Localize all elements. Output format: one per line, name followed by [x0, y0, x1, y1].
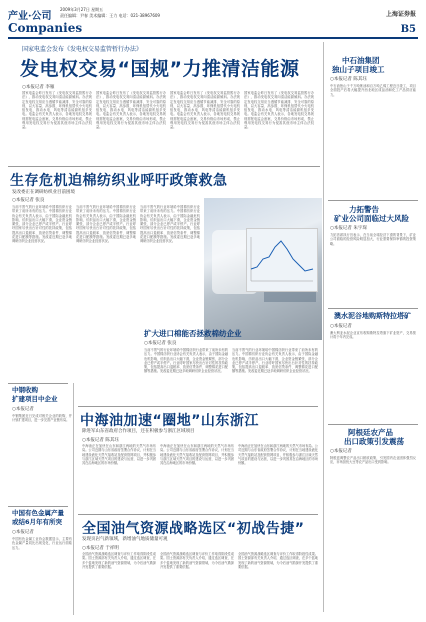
sidebar-item1-title2: 独山子项目竣工 [332, 65, 385, 74]
header-rule [8, 37, 418, 39]
paper-name: 上海证券报 [385, 11, 416, 18]
cnooc-headline: 中海油加速“圈地”山东浙江 [80, 413, 259, 429]
left-divider [73, 383, 74, 615]
companies-label: Companies [8, 21, 83, 35]
sidebar-item2-body: 力拓首席执行官表示，在当前全球经济下滑的背景下，矿业公司面临的经营风险明显加大，行业需要保持审慎的投资策略。 [330, 233, 416, 246]
national-top-rule [78, 514, 318, 515]
sidebar-item4-byline: ○本报记者 [330, 449, 352, 454]
sidebar-item4-title: 阿根廷农产品 [348, 428, 393, 437]
national-headline: 全国油气资源战略选区“初战告捷” [82, 521, 305, 537]
cotton-import-byline: ○本报记者 张良 [144, 341, 177, 346]
left-rule-1 [8, 383, 68, 384]
national-body-col2: 全国油气资源战略选区调查与评价工作取得阶段性成果。国土资源部有关负责人介绍，通过选区调查，在多个盆地发现了新的油气资源领域，为今后油气勘探开发提供了重要依据。 [160, 552, 234, 569]
left-rule-2 [8, 506, 68, 507]
cotton-price-chart [246, 228, 318, 292]
textile-byline: ○本报记者 张良 [12, 198, 45, 203]
national-byline: ○本报记者 于祥明 [82, 546, 119, 551]
sidebar-item3-title: 澳水泥谷地购斯特拉塔矿 [334, 312, 411, 320]
section-title: 产业·公司 [8, 11, 52, 22]
lead-subtitle: 国家电监会发布《发电权交易监管暂行办法》 [22, 46, 143, 53]
sidebar-item4-body: 阿根廷调整农产品出口税收政策，引发国内农业团体强烈反应，市场担忧大豆等农产品出口受到影响。 [330, 456, 416, 465]
sidebar-item3-body: 澳大利亚水泥企业宣布收购斯特拉塔旗下矿业资产，交易预计将于年内完成。 [330, 331, 416, 340]
textile-body-col2: 当前不景气的行业环境给中国棉纺织行业带来了前所未有的压力。中国棉纺织行业协会有关负责人表示，由于国际金融危机影响，纺织品出口大幅下滑，企业资金链紧张，部分企业已停产或半停产。行业呼吁国家尽快出台针对性的扶持政策，包括提高出口退税率、放宽信贷条件、调整棉花进口配额等措施。发改委近期已赴多地调研纺织企业经营状况。 [76, 205, 136, 244]
sidebar-rule-2 [328, 308, 418, 309]
sidebar-rule-3 [328, 424, 418, 425]
cotton-import-body1: 当前不景气的行业环境给中国棉纺织行业带来了前所未有的压力。中国棉纺织行业协会有关负责人表示，由于国际金融危机影响，纺织品出口大幅下滑，企业资金链紧张，部分企业已停产或半停产。行业呼吁国家尽快出台针对性的扶持政策，包括提高出口退税率、放宽信贷条件、调整棉花进口配额等措施。发改委近期已赴多地调研纺织企业经营状况。 [144, 348, 228, 374]
left-item1-body: 中钢集团近日完成对相关企业的收购，并计划扩建项目，进一步完善产业链布局。 [12, 414, 72, 423]
left-item2-title: 中国有色金属产量 [12, 509, 64, 517]
chart-line [251, 241, 313, 271]
cnooc-body-col2: 中海油正在加快在山东和浙江两地的天然气市场布局。公司近期与山东省政府签署合作协议，计划在当地建设液化天然气接收站及配套管网项目，并积极参与浙江区域天然气项目的建设与运营，以进一步巩固其在沿海地区的市场份额。 [160, 444, 234, 466]
date-line: 2009年3月27日 星期五 [60, 7, 104, 12]
sidebar-item1-byline: ○本报记者 陈其珏 [330, 77, 367, 82]
sidebar-item1-title: 中石油集团 [342, 56, 380, 65]
sidebar-item2-title2: 矿业公司面临过大风险 [334, 214, 409, 223]
cnooc-body-col1: 中海油正在加快在山东和浙江两地的天然气市场布局。公司近期与山东省政府签署合作协议，计划在当地建设液化天然气接收站及配套管网项目，并积极参与浙江区域天然气项目的建设与运营，以进一步巩固其在沿海地区的市场份额。 [82, 444, 156, 466]
left-item2-body: 中国有色金属工业协会数据显示，主要有色金属产量同比出现变化，行业运行面临压力。 [12, 537, 72, 550]
cnooc-top-rule [78, 406, 318, 407]
cnooc-subtitle: 除进军山东省政府合作项目，还在积极参与浙江区域项目 [82, 429, 195, 434]
cotton-import-headline: 扩大进口棉能否拯救棉纺企业 [144, 329, 242, 338]
sidebar-item1-body: 中石油独山子千万吨炼油和百万吨乙烯工程近日竣工，项目全面投产后将大幅提升西北地区成品油和化工产品供应能力。 [330, 84, 416, 97]
sidebar-item2-title: 力拓警告 [349, 205, 379, 214]
editor-line: 责任编辑：尹春 美术编辑：王力 电话：021-38967609 [60, 13, 160, 18]
sidebar-item3-byline: ○本报记者 [330, 324, 352, 329]
lead-body-col4: 国家电监会昨日发布了《发电权交易监管暂行办法》，推动发电权交易向清洁能源倾斜。办法规定发电权交易应当遵循节能减排、安全可靠的原则，以大容量、高参数、环保机组替代小火电机组发电，推动水电、风电等清洁能源机组多发电。电监会有关负责人表示，各地发电权交易规则需报电监会备案，交易价格由市场形成，禁止利用发电权交易行为侵害其他市场主体合法权益。 [244, 91, 314, 130]
sidebar-rule-1 [328, 200, 418, 201]
textile-body-col3: 当前不景气的行业环境给中国棉纺织行业带来了前所未有的压力。中国棉纺织行业协会有关负责人表示，由于国际金融危机影响，纺织品出口大幅下滑，企业资金链紧张，部分企业已停产或半停产。行业呼吁国家尽快出台针对性的扶持政策，包括提高出口退税率、放宽信贷条件、调整棉花进口配额等措施。发改委近期已赴多地调研纺织企业经营状况。 [140, 205, 200, 244]
left-item1-byline: ○本报记者 [12, 407, 34, 412]
left-item2-byline: ○本报记者 [12, 530, 34, 535]
cotton-import-body2: 当前不景气的行业环境给中国棉纺织行业带来了前所未有的压力。中国棉纺织行业协会有关负责人表示，由于国际金融危机影响，纺织品出口大幅下滑，企业资金链紧张，部分企业已停产或半停产。行业呼吁国家尽快出台针对性的扶持政策，包括提高出口退税率、放宽信贷条件、调整棉花进口配额等措施。发改委近期已赴多地调研纺织企业经营状况。 [232, 348, 318, 374]
chart-svg [247, 229, 317, 291]
lead-byline: ○本报记者 李雁 [22, 85, 55, 90]
lead-headline: 发电权交易“国规”力推清洁能源 [20, 58, 300, 80]
lead-body-col3: 国家电监会昨日发布了《发电权交易监管暂行办法》，推动发电权交易向清洁能源倾斜。办法规定发电权交易应当遵循节能减排、安全可靠的原则，以大容量、高参数、环保机组替代小火电机组发电，推动水电、风电等清洁能源机组多发电。电监会有关负责人表示，各地发电权交易规则需报电监会备案，交易价格由市场形成，禁止利用发电权交易行为侵害其他市场主体合法权益。 [170, 91, 240, 130]
lead-body-col2: 国家电监会昨日发布了《发电权交易监管暂行办法》，推动发电权交易向清洁能源倾斜。办法规定发电权交易应当遵循节能减排、安全可靠的原则，以大容量、高参数、环保机组替代小火电机组发电，推动水电、风电等清洁能源机组多发电。电监会有关负责人表示，各地发电权交易规则需报电监会备案，交易价格由市场形成，禁止利用发电权交易行为侵害其他市场主体合法权益。 [96, 91, 166, 130]
left-item2-title2: 或结6月年有所突 [12, 518, 63, 526]
textile-headline: 生存危机迫棉纺织业呼吁政策救急 [10, 173, 228, 189]
header-meta [60, 7, 160, 19]
cnooc-body-col3: 中海油正在加快在山东和浙江两地的天然气市场布局。公司近期与山东省政府签署合作协议，计划在当地建设液化天然气接收站及配套管网项目，并积极参与浙江区域天然气项目的建设与运营，以进一步巩固其在沿海地区的市场份额。 [238, 444, 318, 466]
cnooc-byline: ○本报记者 陈其珏 [82, 438, 119, 443]
sidebar-divider [323, 42, 324, 612]
textile-top-rule [8, 166, 320, 167]
national-body-col3: 全国油气资源战略选区调查与评价工作取得阶段性成果。国土资源部有关负责人介绍，通过选区调查，在多个盆地发现了新的油气资源领域，为今后油气勘探开发提供了重要依据。 [238, 552, 318, 569]
national-body-col1: 全国油气资源战略选区调查与评价工作取得阶段性成果。国土资源部有关负责人介绍，通过选区调查，在多个盆地发现了新的油气资源领域，为今后油气勘探开发提供了重要依据。 [82, 552, 156, 569]
left-item1-title2: 扩建项目中企业 [12, 395, 58, 403]
textile-subtitle: 发改委正在调研纺织业目前困境 [12, 190, 75, 195]
national-subtitle: 发现页岩气新领域，新增油气地质储量可观 [82, 537, 168, 542]
sidebar-item2-byline: ○本报记者 朱宇琛 [330, 226, 367, 231]
left-item1-title: 中钢收购 [12, 386, 38, 394]
textile-body-col1: 当前不景气的行业环境给中国棉纺织行业带来了前所未有的压力。中国棉纺织行业协会有关负责人表示，由于国际金融危机影响，纺织品出口大幅下滑，企业资金链紧张，部分企业已停产或半停产。行业呼吁国家尽快出台针对性的扶持政策，包括提高出口退税率、放宽信贷条件、调整棉花进口配额等措施。发改委近期已赴多地调研纺织企业经营状况。 [12, 205, 72, 244]
lead-body-col1: 国家电监会昨日发布了《发电权交易监管暂行办法》，推动发电权交易向清洁能源倾斜。办法规定发电权交易应当遵循节能减排、安全可靠的原则，以大容量、高参数、环保机组替代小火电机组发电，推动水电、风电等清洁能源机组多发电。电监会有关负责人表示，各地发电权交易规则需报电监会备案，交易价格由市场形成，禁止利用发电权交易行为侵害其他市场主体合法权益。 [22, 91, 92, 130]
page-number: B5 [400, 24, 416, 35]
sidebar-item4-title2: 出口政策引发震荡 [344, 437, 404, 446]
